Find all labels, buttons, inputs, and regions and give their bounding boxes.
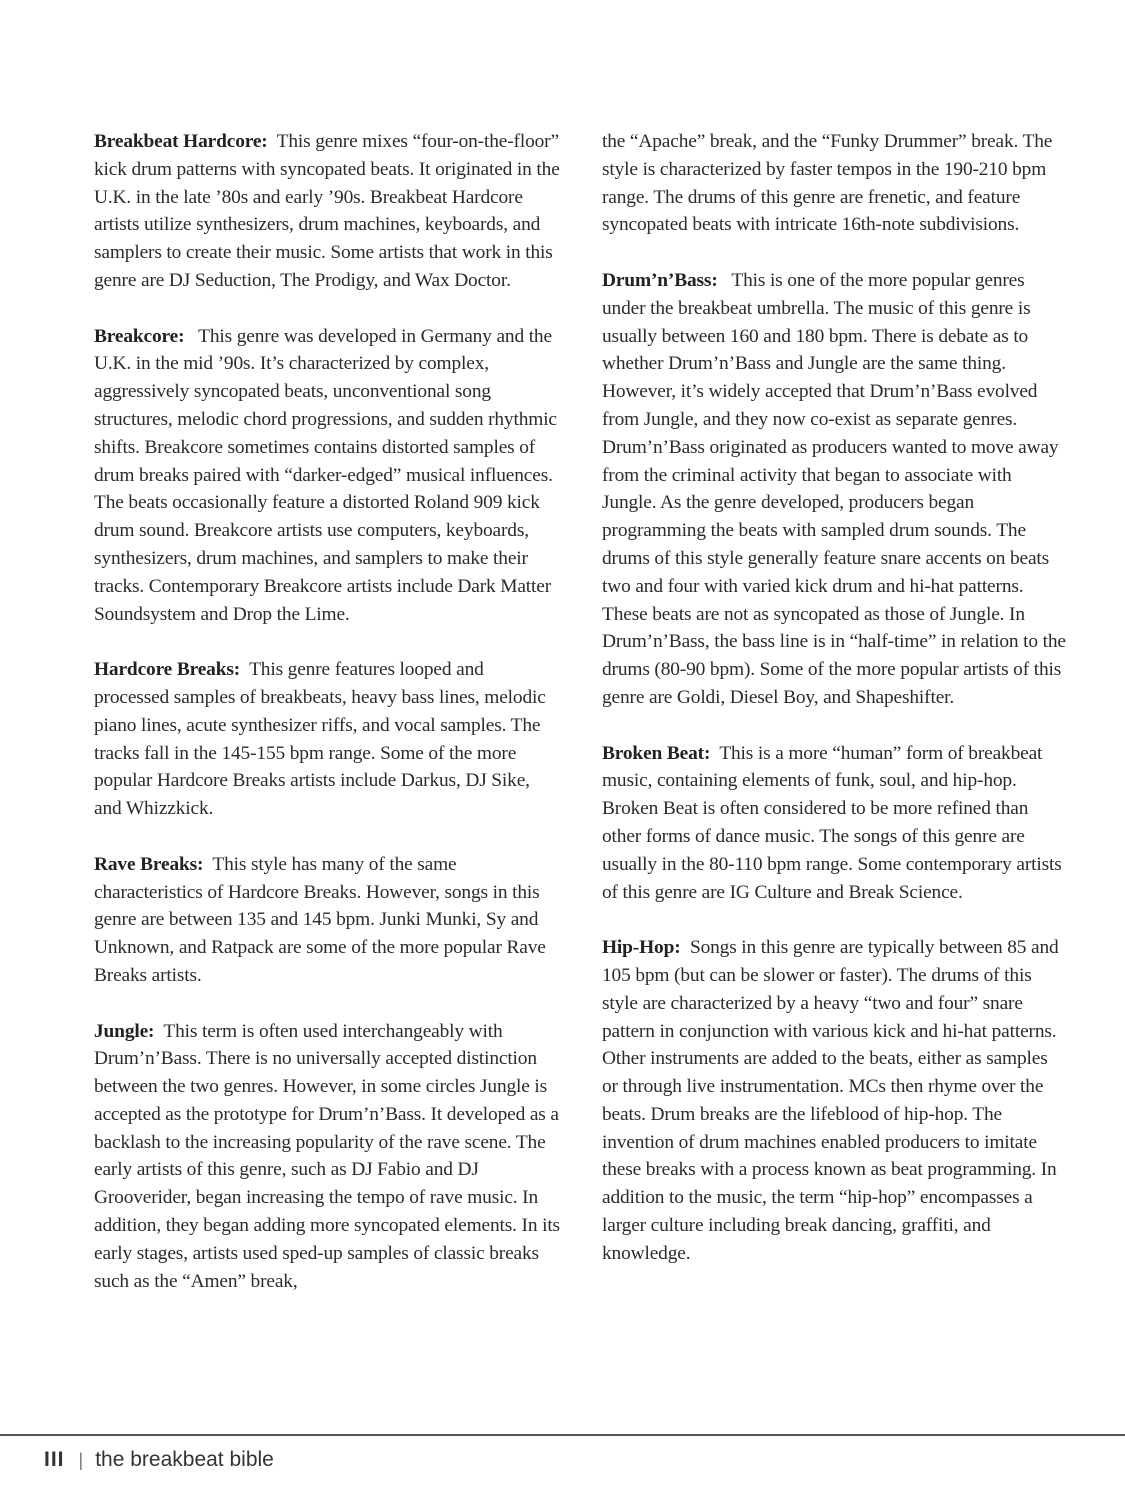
entry-jungle	[94, 1018, 560, 1296]
entry-term: Broken Beat:	[602, 742, 711, 764]
entry-jungle-continued	[602, 128, 1068, 239]
entry-text: This term is often used interchangeably with Drum’n’Bass. There is no universally accepted distinction between the two genres. However, in some circles Jungle is accepted as the prototype for Drum’n’Bass. It developed as a backlash to the increasing popularity of the rave scene. The early artists of this genre, such as DJ Fabio and DJ Grooverider, began increasing the tempo of rave music. In addition, they began adding more syncopated elements. In its early stages, artists used sped-up samples of classic breaks such as the “Amen” break,	[94, 1020, 560, 1292]
entry-breakbeat-hardcore	[94, 128, 560, 295]
entry-term: Drum’n’Bass:	[602, 269, 718, 291]
entry-text: This is one of the more popular genres under the breakbeat umbrella. The music of this genre is usually between 160 and 180 bpm. There is debate as to whether Drum’n’Bass and Jungle are the same thing. However, it’s widely accepted that Drum’n’Bass evolved from Jungle, and they now co-exist as separate genres. Drum’n’Bass originated as producers wanted to move away from the criminal activity that began to associate with Jungle. As the genre developed, producers began programming the beats with sampled drum sounds. The drums of this style generally feature snare accents on beats two and four with varied kick drum and hi-hat patterns. These beats are not as syncopated as those of Jungle. In Drum’n’Bass, the bass line is in “half-time” in relation to the drums (80-90 bpm). Some of the more popular artists of this genre are Goldi, Diesel Boy, and Shapeshifter.	[602, 269, 1066, 708]
page-number: III	[44, 1448, 65, 1471]
entry-text: This style has many of the same characteristics of Hardcore Breaks. However, songs in this genre are between 135 and 145 bpm. Junki Munki, Sy and Unknown, and Ratpack are some of the more popular Rave Breaks artists.	[94, 853, 546, 986]
entry-term: Hardcore Breaks:	[94, 659, 241, 681]
entry-term: Breakbeat Hardcore:	[94, 131, 268, 152]
entry-text: This is a more “human” form of breakbeat music, containing elements of funk, soul, and hip-hop. Broken Beat is often considered to be more refined than other forms of dance music. The songs of this genre are usually in the 80-110 bpm range. Some contemporary artists of this genre are IG Culture and Break Science.	[602, 742, 1062, 903]
entry-text: Songs in this genre are typically between 85 and 105 bpm (but can be slower or faster). The drums of this style are characterized by a heavy “two and four” snare pattern in conjunction with various kick and hi-hat patterns. Other instruments are added to the beats, either as samples or through live instrumentation. MCs then rhyme over the beats. Drum breaks are the lifeblood of hip-hop. The invention of drum machines enabled producers to imitate these breaks with a process known as beat programming. In addition to the music, the term “hip-hop” encompasses a larger culture including break dancing, graffiti, and knowledge.	[602, 937, 1059, 1264]
entry-term: Breakcore:	[94, 325, 185, 347]
entry-term: Hip-Hop:	[602, 937, 681, 959]
entry-breakcore	[94, 323, 560, 629]
left-column	[94, 128, 560, 1323]
entry-term: Jungle:	[94, 1020, 155, 1042]
entry-text: This genre features looped and processed samples of breakbeats, heavy bass lines, melodic piano lines, acute synthesizer riffs, and vocal samples. The tracks fall in the 145-155 bpm range. Some of the more popular Hardcore Breaks artists include Darkus, DJ Sike, and Whizzkick.	[94, 659, 546, 820]
book-title: the breakbeat bible	[95, 1448, 274, 1471]
entry-rave-breaks	[94, 851, 560, 990]
entry-term: Rave Breaks:	[94, 853, 204, 875]
entry-hardcore-breaks	[94, 656, 560, 823]
right-column	[602, 128, 1068, 1295]
entry-text: This genre was developed in Germany and the U.K. in the mid ’90s. It’s characterized by complex, aggressively syncopated beats, unconventional song structures, melodic chord progressions, and sudden rhythmic shifts. Breakcore sometimes contains distorted samples of drum breaks paired with “darker-edged” musical influences. The beats occasionally feature a distorted Roland 909 kick drum sound. Breakcore artists use computers, keyboards, synthesizers, drum machines, and samplers to make their tracks. Contemporary Breakcore artists include Dark Matter Soundsystem and Drop the Lime.	[94, 325, 557, 625]
footer-rule	[0, 1434, 1125, 1436]
entry-hip-hop	[602, 934, 1068, 1268]
footer-separator: |	[78, 1449, 84, 1470]
entry-text: the “Apache” break, and the “Funky Drummer” break. The style is characterized by faster tempos in the 190-210 bpm range. The drums of this genre are frenetic, and feature syncopated beats with intricate 16th-note subdivisions.	[602, 131, 1053, 236]
entry-text: This genre mixes “four-on-the-floor” kick drum patterns with syncopated beats. It originated in the U.K. in the late ’80s and early ’90s. Breakbeat Hardcore artists utilize synthesizers, drum machines, keyboards, and samplers to create their music. Some artists that work in this genre are DJ Seduction, The Prodigy, and Wax Doctor.	[94, 131, 560, 291]
page-footer	[44, 1448, 274, 1472]
entry-drum-n-bass	[602, 267, 1068, 712]
entry-broken-beat	[602, 740, 1068, 907]
